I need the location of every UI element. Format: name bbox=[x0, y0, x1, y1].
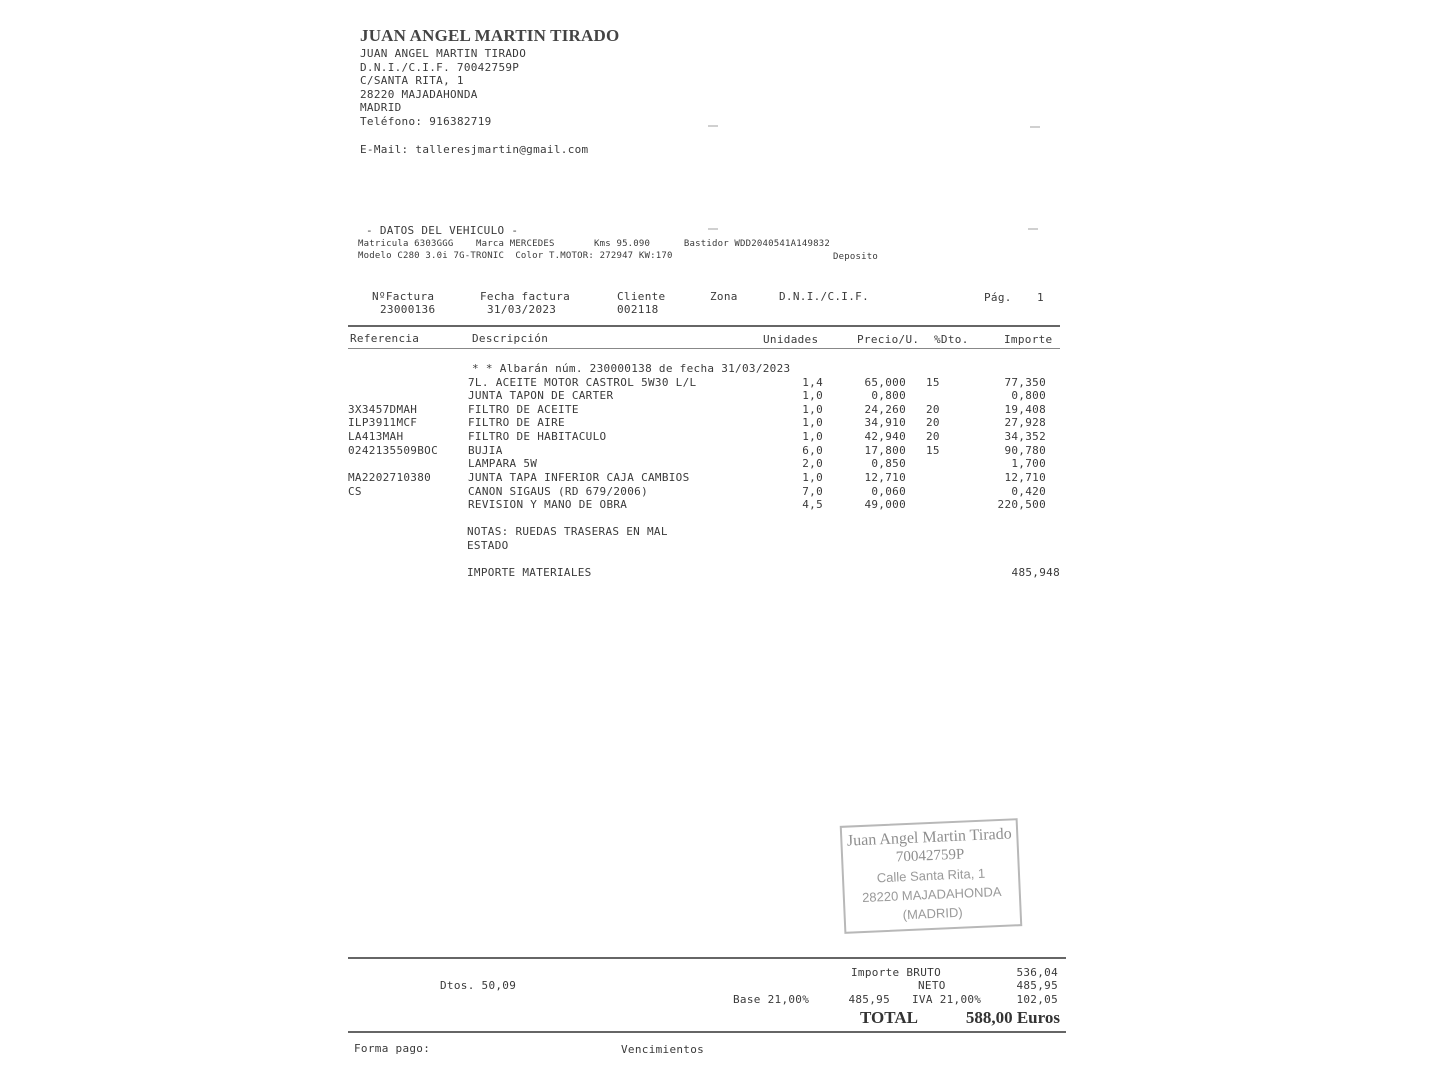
neto-label: NETO bbox=[918, 979, 946, 992]
company-name: JUAN ANGEL MARTIN TIRADO bbox=[360, 47, 527, 60]
invoice-date-label: Fecha factura bbox=[480, 290, 570, 303]
row-units: 6,0 bbox=[802, 444, 823, 457]
table-row bbox=[348, 444, 1058, 458]
stamp-name: Juan Angel Martin Tirado bbox=[846, 825, 1013, 850]
page-value: 1 bbox=[1037, 291, 1044, 304]
row-amount: 27,928 bbox=[1004, 416, 1046, 429]
row-units: 1,0 bbox=[802, 471, 823, 484]
row-units: 1,0 bbox=[802, 389, 823, 402]
row-dto: 15 bbox=[926, 376, 940, 389]
row-price: 42,940 bbox=[864, 430, 906, 443]
row-units: 1,0 bbox=[802, 416, 823, 429]
email-value: talleresjmartin@gmail.com bbox=[415, 143, 589, 156]
notes-line-2: ESTADO bbox=[467, 539, 509, 552]
row-desc: REVISION Y MANO DE OBRA bbox=[468, 498, 628, 511]
row-price: 49,000 bbox=[864, 498, 906, 511]
row-amount: 0,420 bbox=[1011, 485, 1046, 498]
table-header-rule bbox=[348, 348, 1060, 349]
company-nif: D.N.I./C.I.F. 70042759P bbox=[360, 61, 520, 74]
invoice-number-value: 23000136 bbox=[380, 303, 436, 316]
row-amount: 1,700 bbox=[1011, 457, 1046, 470]
stamp-province: (MADRID) bbox=[902, 904, 963, 923]
col-units-header: Unidades bbox=[763, 333, 819, 346]
scan-mark bbox=[1028, 228, 1038, 230]
base-value: 485,95 bbox=[848, 993, 890, 1006]
client-value: 002118 bbox=[617, 303, 659, 316]
row-ref: LA413MAH bbox=[348, 430, 404, 443]
row-units: 7,0 bbox=[802, 485, 823, 498]
total-label: TOTAL bbox=[860, 1008, 918, 1027]
table-row bbox=[348, 498, 1058, 512]
row-dto: 20 bbox=[926, 416, 940, 429]
dtos-total: Dtos. 50,09 bbox=[440, 979, 517, 992]
company-name-title: JUAN ANGEL MARTIN TIRADO bbox=[360, 26, 620, 45]
iva-label: IVA 21,00% bbox=[912, 993, 982, 1006]
materials-label: IMPORTE MATERIALES bbox=[467, 566, 592, 579]
row-amount: 34,352 bbox=[1004, 430, 1046, 443]
row-amount: 77,350 bbox=[1004, 376, 1046, 389]
phone-value: 916382719 bbox=[429, 115, 492, 128]
row-units: 1,4 bbox=[802, 376, 823, 389]
neto-value: 485,95 bbox=[1016, 979, 1058, 992]
albaran-line: * * Albarán núm. 230000138 de fecha 31/03/2023 bbox=[472, 362, 791, 375]
row-units: 4,5 bbox=[802, 498, 823, 511]
row-units: 1,0 bbox=[802, 430, 823, 443]
phone-label: Teléfono: bbox=[360, 115, 423, 128]
base-label: Base 21,00% bbox=[733, 993, 810, 1006]
row-dto: 20 bbox=[926, 430, 940, 443]
nif-label: D.N.I./C.I.F. bbox=[779, 290, 869, 303]
email-label: E-Mail: bbox=[360, 143, 409, 156]
col-ref-header: Referencia bbox=[350, 332, 420, 345]
client-label: Cliente bbox=[617, 290, 666, 303]
row-price: 0,060 bbox=[871, 485, 906, 498]
company-address: C/SANTA RITA, 1 bbox=[360, 74, 464, 87]
col-amount-header: Importe bbox=[1004, 333, 1053, 346]
table-top-rule bbox=[348, 325, 1060, 327]
row-units: 1,0 bbox=[802, 403, 823, 416]
row-dto: 20 bbox=[926, 403, 940, 416]
row-desc: FILTRO DE AIRE bbox=[468, 416, 565, 429]
company-email bbox=[360, 143, 588, 156]
row-ref: 3X3457DMAH bbox=[348, 403, 418, 416]
table-row bbox=[348, 471, 1058, 485]
row-price: 0,850 bbox=[871, 457, 906, 470]
row-desc: LAMPARA 5W bbox=[468, 457, 538, 470]
row-amount: 90,780 bbox=[1004, 444, 1046, 457]
table-row bbox=[348, 457, 1058, 471]
row-desc: BUJIA bbox=[468, 444, 503, 457]
row-dto: 15 bbox=[926, 444, 940, 457]
stamp-city: 28220 MAJADAHONDA bbox=[861, 883, 1002, 906]
iva-value: 102,05 bbox=[1016, 993, 1058, 1006]
table-row bbox=[348, 485, 1058, 499]
scan-mark bbox=[708, 125, 718, 127]
row-desc: CANON SIGAUS (RD 679/2006) bbox=[468, 485, 648, 498]
row-desc: FILTRO DE ACEITE bbox=[468, 403, 579, 416]
table-row bbox=[348, 389, 1058, 403]
row-desc: FILTRO DE HABITACULO bbox=[468, 430, 607, 443]
scan-mark bbox=[708, 228, 718, 230]
row-amount: 0,800 bbox=[1011, 389, 1046, 402]
table-row bbox=[348, 403, 1058, 417]
totals-top-rule bbox=[348, 957, 1066, 959]
row-price: 34,910 bbox=[864, 416, 906, 429]
row-amount: 12,710 bbox=[1004, 471, 1046, 484]
page-label: Pág. bbox=[984, 291, 1012, 304]
row-desc: JUNTA TAPON DE CARTER bbox=[468, 389, 614, 402]
materials-value: 485,948 bbox=[1011, 566, 1060, 579]
vehicle-line-2: Modelo C280 3.0i 7G-TRONIC Color T.MOTOR: 272947 KW:170 bbox=[358, 251, 673, 261]
due-dates-label: Vencimientos bbox=[621, 1043, 705, 1056]
vehicle-deposito: Deposito bbox=[833, 252, 878, 262]
row-price: 24,260 bbox=[864, 403, 906, 416]
table-row bbox=[348, 376, 1058, 390]
invoice-date-value: 31/03/2023 bbox=[487, 303, 557, 316]
row-desc: JUNTA TAPA INFERIOR CAJA CAMBIOS bbox=[468, 471, 690, 484]
scan-mark bbox=[1030, 126, 1040, 128]
company-city: 28220 MAJADAHONDA bbox=[360, 88, 478, 101]
stamp-street: Calle Santa Rita, 1 bbox=[876, 865, 986, 886]
col-dto-header: %Dto. bbox=[934, 333, 969, 346]
row-desc: 7L. ACEITE MOTOR CASTROL 5W30 L/L bbox=[468, 376, 697, 389]
company-province: MADRID bbox=[360, 101, 402, 114]
row-price: 17,800 bbox=[864, 444, 906, 457]
row-ref: ILP3911MCF bbox=[348, 416, 418, 429]
row-price: 65,000 bbox=[864, 376, 906, 389]
row-ref: 0242135509BOC bbox=[348, 444, 438, 457]
row-ref: CS bbox=[348, 485, 362, 498]
zone-label: Zona bbox=[710, 290, 738, 303]
invoice-number-label: NºFactura bbox=[372, 290, 435, 303]
company-phone bbox=[360, 115, 492, 128]
vehicle-line-1: Matricula 6303GGG Marca MERCEDES Kms 95.090 Bastidor WDD2040541A149832 bbox=[358, 239, 830, 249]
vehicle-section-title: - DATOS DEL VEHICULO - bbox=[366, 224, 519, 237]
table-row bbox=[348, 416, 1058, 430]
col-desc-header: Descripción bbox=[472, 332, 549, 345]
bruto-value: 536,04 bbox=[1016, 966, 1058, 979]
table-row bbox=[348, 430, 1058, 444]
stamp-id: 70042759P bbox=[895, 846, 965, 866]
row-units: 2,0 bbox=[802, 457, 823, 470]
payment-label: Forma pago: bbox=[354, 1042, 431, 1055]
row-amount: 19,408 bbox=[1004, 403, 1046, 416]
total-value: 588,00 Euros bbox=[965, 1008, 1060, 1027]
totals-bottom-rule bbox=[348, 1031, 1066, 1033]
row-ref: MA2202710380 bbox=[348, 471, 432, 484]
notes-line-1: NOTAS: RUEDAS TRASERAS EN MAL bbox=[467, 525, 668, 538]
row-price: 0,800 bbox=[871, 389, 906, 402]
company-stamp bbox=[840, 818, 1023, 934]
row-amount: 220,500 bbox=[997, 498, 1046, 511]
col-price-header: Precio/U. bbox=[857, 333, 920, 346]
bruto-label: Importe BRUTO bbox=[851, 966, 941, 979]
row-price: 12,710 bbox=[864, 471, 906, 484]
